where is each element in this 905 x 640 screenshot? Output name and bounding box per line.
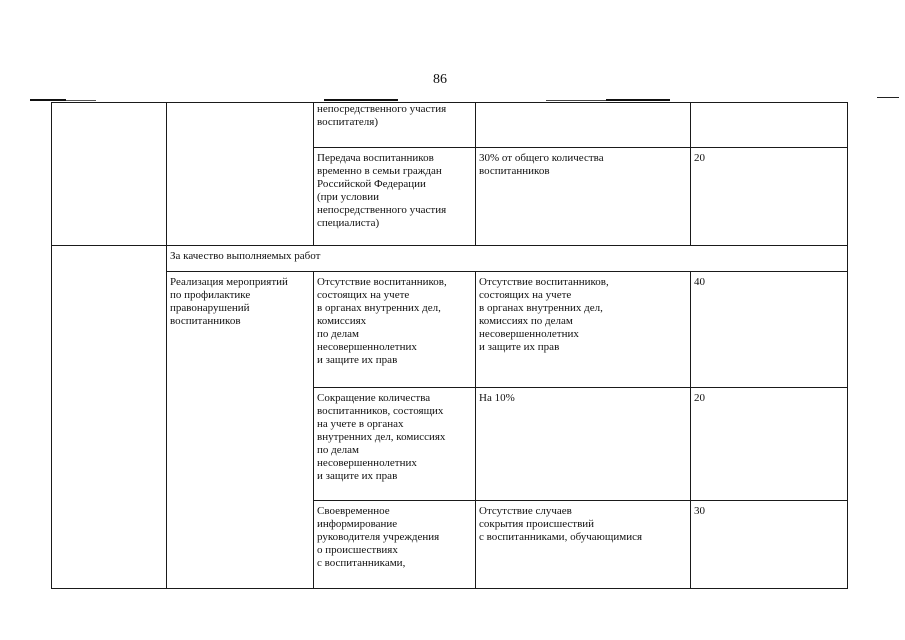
table-cell-activity bbox=[167, 103, 314, 246]
table-cell-points: 30 bbox=[691, 501, 848, 589]
table-cell-condition: На 10% bbox=[476, 388, 691, 501]
page-number: 86 bbox=[433, 72, 447, 87]
table-cell-condition: Отсутствие случаев сокрытия происшествий с воспитанниками, обучающимися bbox=[476, 501, 691, 589]
section-heading: За качество выполняемых работ bbox=[167, 246, 848, 272]
scan-artifact-line bbox=[546, 100, 606, 101]
scan-artifact-line bbox=[877, 97, 899, 98]
table-cell-criterion: Сокращение количества воспитанников, состоящих на учете в органах внутренних дел, комиссиях по делам несовершеннолетних и защите их прав bbox=[314, 388, 476, 501]
table-cell-condition bbox=[476, 103, 691, 148]
table-cell-criterion: Передача воспитанников временно в семьи граждан Российской Федерации (при условии непосредственного участия специалиста) bbox=[314, 148, 476, 246]
table-cell-points: 40 bbox=[691, 272, 848, 388]
table-cell-index bbox=[52, 103, 167, 246]
scan-artifact-line bbox=[324, 99, 398, 101]
table-cell-condition: Отсутствие воспитанников, состоящих на учете в органах внутренних дел, комиссиях по делам несовершеннолетних и защите их прав bbox=[476, 272, 691, 388]
table-cell-activity: Реализация мероприятий по профилактике правонарушений воспитанников bbox=[167, 272, 314, 589]
scan-artifact-line bbox=[66, 100, 96, 101]
criteria-table bbox=[51, 102, 848, 589]
table-cell-index bbox=[52, 246, 167, 589]
scan-artifact-line bbox=[606, 99, 670, 101]
table-cell-criterion: Своевременное информирование руководителя учреждения о происшествиях с воспитанниками, bbox=[314, 501, 476, 589]
table-row bbox=[52, 246, 848, 272]
table-cell-criterion: непосредственного участия воспитателя) bbox=[314, 103, 476, 148]
table-cell-condition: 30% от общего количества воспитанников bbox=[476, 148, 691, 246]
table-cell-criterion: Отсутствие воспитанников, состоящих на учете в органах внутренних дел, комиссиях по делам несовершеннолетних и защите их прав bbox=[314, 272, 476, 388]
scan-artifact-line bbox=[30, 99, 66, 101]
table-row bbox=[52, 103, 848, 148]
table-row bbox=[52, 272, 848, 388]
table-cell-points: 20 bbox=[691, 388, 848, 501]
table-cell-points bbox=[691, 103, 848, 148]
table-cell-points: 20 bbox=[691, 148, 848, 246]
